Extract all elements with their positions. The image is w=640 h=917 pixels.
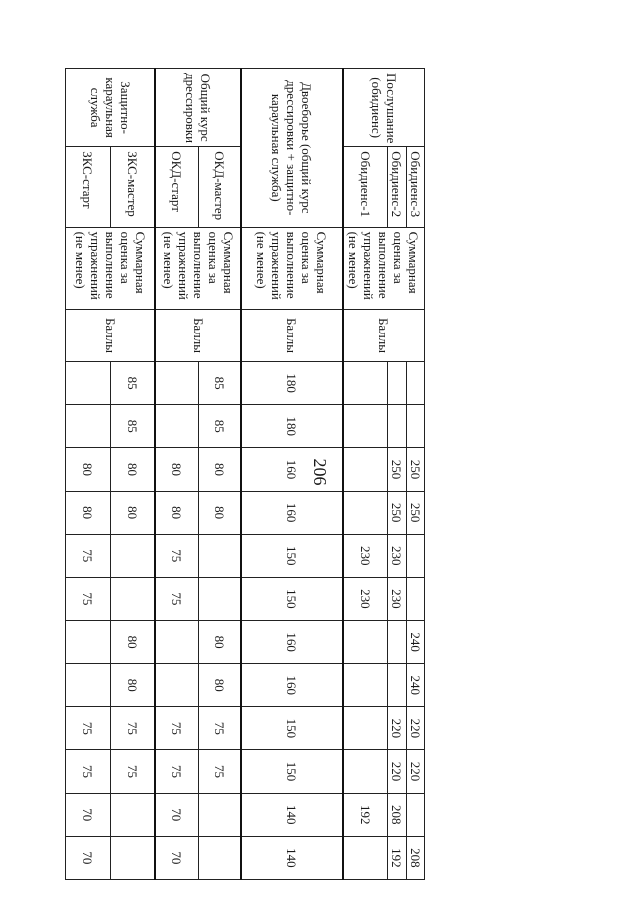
score-cell: 75: [66, 577, 111, 620]
score-cell: 160: [241, 448, 343, 491]
page-number: 206: [310, 458, 330, 486]
score-cell: 250: [406, 448, 424, 491]
score-cell: 80: [198, 621, 241, 664]
level-cell: ОКД-старт: [155, 147, 198, 227]
score-cell: [198, 793, 241, 836]
discipline-cell: Послушание (обидиенс): [343, 69, 425, 147]
score-cell: 80: [155, 491, 198, 534]
score-cell: 85: [198, 405, 241, 448]
discipline-cell: Общий курс дрессировки: [155, 69, 241, 147]
score-cell: [198, 577, 241, 620]
table-row: [406, 69, 424, 880]
score-cell: 85: [110, 405, 155, 448]
score-cell: 230: [343, 534, 388, 577]
score-cell: 240: [406, 621, 424, 664]
score-cell: [343, 707, 388, 750]
score-cell: 75: [66, 534, 111, 577]
score-cell: [343, 664, 388, 707]
score-cell: [110, 836, 155, 879]
score-cell: [343, 836, 388, 879]
score-cell: 70: [155, 793, 198, 836]
table-row: [388, 69, 406, 880]
score-cell: [406, 405, 424, 448]
score-cell: [343, 750, 388, 793]
score-cell: 150: [241, 750, 343, 793]
score-cell: [388, 664, 406, 707]
table-row: [198, 69, 241, 880]
score-cell: [66, 664, 111, 707]
score-cell: 150: [241, 534, 343, 577]
score-cell: 220: [406, 750, 424, 793]
score-cell: [198, 836, 241, 879]
score-cell: [198, 534, 241, 577]
score-cell: 75: [155, 707, 198, 750]
document-table-area: [65, 68, 425, 880]
score-cell: [110, 534, 155, 577]
score-cell: 70: [66, 836, 111, 879]
score-cell: 160: [241, 491, 343, 534]
score-cell: 75: [198, 750, 241, 793]
score-cell: 180: [241, 405, 343, 448]
unit-cell: Баллы: [241, 309, 343, 361]
score-cell: 240: [406, 664, 424, 707]
score-cell: 80: [110, 664, 155, 707]
score-cell: 75: [155, 534, 198, 577]
score-cell: 80: [110, 621, 155, 664]
level-cell: ЗКС-старт: [66, 147, 111, 227]
score-cell: [343, 491, 388, 534]
score-cell: 140: [241, 793, 343, 836]
requirements-table: [65, 68, 425, 880]
level-cell: Обидиенс-1: [343, 147, 388, 227]
discipline-cell: Защитно-караульная служба: [66, 69, 156, 147]
criterion-cell: Суммарная оценка за выполнение упражнений (не менее): [66, 227, 156, 309]
unit-cell: Баллы: [155, 309, 241, 361]
score-cell: 80: [198, 491, 241, 534]
score-cell: 70: [155, 836, 198, 879]
criterion-cell: Суммарная оценка за выполнение упражнений (не менее): [155, 227, 241, 309]
score-cell: 80: [155, 448, 198, 491]
score-cell: [388, 405, 406, 448]
score-cell: 230: [388, 534, 406, 577]
score-cell: [155, 405, 198, 448]
score-cell: [155, 621, 198, 664]
score-cell: [388, 621, 406, 664]
score-cell: 140: [241, 836, 343, 879]
criterion-cell: Суммарная оценка за выполнение упражнений (не менее): [343, 227, 425, 309]
score-cell: [66, 362, 111, 405]
table-row: [66, 69, 111, 880]
score-cell: 150: [241, 577, 343, 620]
score-cell: 220: [388, 707, 406, 750]
table-row: [343, 69, 388, 880]
score-cell: [110, 577, 155, 620]
score-cell: [406, 793, 424, 836]
score-cell: 250: [406, 491, 424, 534]
level-cell: ЗКС-мастер: [110, 147, 155, 227]
score-cell: 220: [406, 707, 424, 750]
level-cell: Обидиенс-2: [388, 147, 406, 227]
score-cell: 75: [155, 750, 198, 793]
score-cell: 180: [241, 362, 343, 405]
score-cell: 230: [388, 577, 406, 620]
score-cell: 75: [155, 577, 198, 620]
score-cell: 208: [388, 793, 406, 836]
score-cell: 80: [198, 664, 241, 707]
score-cell: 85: [110, 362, 155, 405]
score-cell: 250: [388, 491, 406, 534]
score-cell: 75: [198, 707, 241, 750]
score-cell: [406, 534, 424, 577]
score-cell: [66, 405, 111, 448]
score-cell: [155, 362, 198, 405]
score-cell: 80: [110, 448, 155, 491]
unit-cell: Баллы: [343, 309, 425, 361]
score-cell: [343, 448, 388, 491]
score-cell: 75: [110, 750, 155, 793]
unit-cell: Баллы: [66, 309, 156, 361]
score-cell: [343, 405, 388, 448]
score-cell: 80: [198, 448, 241, 491]
score-cell: 230: [343, 577, 388, 620]
score-cell: [110, 793, 155, 836]
level-cell: ОКД-мастер: [198, 147, 241, 227]
table-row: [241, 69, 343, 880]
table-row: [110, 69, 155, 880]
score-cell: 80: [66, 448, 111, 491]
score-cell: 150: [241, 707, 343, 750]
score-cell: 75: [110, 707, 155, 750]
level-cell: Обидиенс-3: [406, 147, 424, 227]
score-cell: 192: [343, 793, 388, 836]
score-cell: 85: [198, 362, 241, 405]
score-cell: [66, 621, 111, 664]
score-cell: [343, 621, 388, 664]
table-row: [155, 69, 198, 880]
score-cell: [388, 362, 406, 405]
criterion-cell: Суммарная оценка за выполнение упражнений (не менее): [241, 227, 343, 309]
score-cell: [343, 362, 388, 405]
score-cell: 80: [110, 491, 155, 534]
score-cell: 70: [66, 793, 111, 836]
score-cell: 160: [241, 621, 343, 664]
score-cell: 160: [241, 664, 343, 707]
score-cell: [155, 664, 198, 707]
score-cell: 80: [66, 491, 111, 534]
discipline-cell: Двоеборье (общий курс дрессировки + защитно-караульная служба): [241, 69, 343, 228]
score-cell: 250: [388, 448, 406, 491]
score-cell: 75: [66, 750, 111, 793]
score-cell: [406, 362, 424, 405]
score-cell: 192: [388, 836, 406, 879]
score-cell: 220: [388, 750, 406, 793]
score-cell: 75: [66, 707, 111, 750]
score-cell: 208: [406, 836, 424, 879]
score-cell: [406, 577, 424, 620]
